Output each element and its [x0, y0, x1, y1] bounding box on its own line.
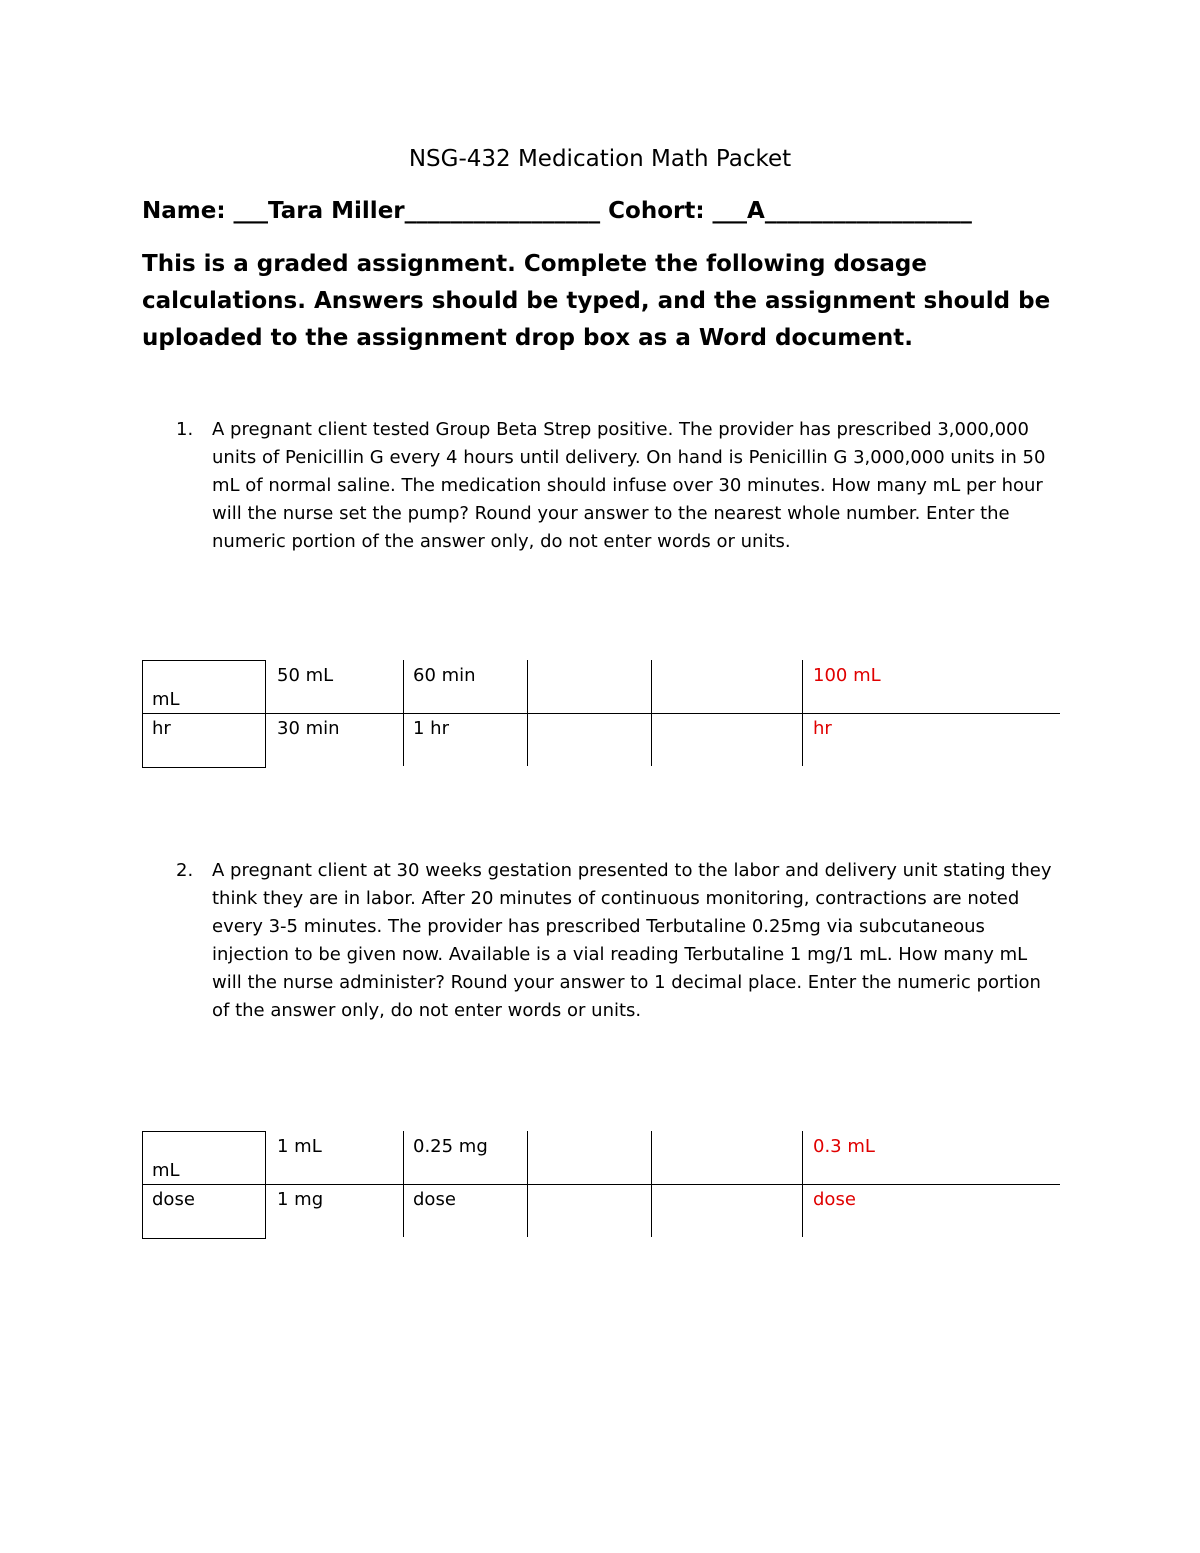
question-number: 1. [176, 419, 194, 440]
question-1 [142, 416, 1062, 556]
fraction-divider [142, 713, 1060, 714]
question-number: 2. [176, 860, 194, 881]
grid-column-divider [802, 660, 803, 766]
grid-cell-top-unit: mL [152, 689, 180, 710]
grid-cell-top-unit: mL [152, 1160, 180, 1181]
grid-column-divider [527, 1131, 528, 1237]
grid-cell-bottom: 1 hr [413, 718, 449, 739]
question-text: A pregnant client tested Group Beta Strep positive. The provider has prescribed 3,000,000 units of Penicillin G every 4 hours until delivery. On hand is Penicillin G 3,000,000 units in 50 mL of normal saline. The medication should infuse over 30 minutes. How many mL per hour will the nurse set the pump? Round your answer to the nearest whole number. Enter the numeric portion of the answer only, do not enter words or units. [212, 419, 1046, 552]
grid-column-divider [651, 660, 652, 766]
grid-cell-bottom: 1 mg [277, 1189, 324, 1210]
grid-answer-bottom: dose [813, 1189, 856, 1210]
grid-column-divider [527, 660, 528, 766]
grid-cell-bottom-unit: hr [152, 718, 171, 739]
question-text: A pregnant client at 30 weeks gestation presented to the labor and delivery unit stating they think they are in labor. After 20 minutes of continuous monitoring, contractions are noted every 3-5 minutes. The provider has prescribed Terbutaline 0.25mg via subcutaneous injection to be given now. Available is a vial reading Terbutaline 1 mg/1 mL. How many mL will the nurse administer? Round your answer to 1 decimal place. Enter the numeric portion of the answer only, do not enter words or units. [212, 860, 1052, 1021]
dimensional-analysis-grid-1 [142, 660, 1060, 768]
fraction-divider [142, 1184, 1060, 1185]
grid-cell-bottom-unit: dose [152, 1189, 195, 1210]
grid-column-divider [802, 1131, 803, 1237]
grid-cell-top: 0.25 mg [413, 1136, 488, 1157]
grid-cell-top: 50 mL [277, 665, 334, 686]
dimensional-analysis-grid-2 [142, 1131, 1060, 1239]
grid-cell-top: 1 mL [277, 1136, 322, 1157]
grid-cell-bottom: dose [413, 1189, 456, 1210]
grid-start-box [142, 660, 266, 768]
grid-column-divider [403, 660, 404, 766]
grid-cell-top: 60 min [413, 665, 476, 686]
grid-answer-bottom: hr [813, 718, 832, 739]
grid-cell-bottom: 30 min [277, 718, 340, 739]
grid-answer-top: 0.3 mL [813, 1136, 875, 1157]
grid-column-divider [403, 1131, 404, 1237]
name-cohort-line: Name: ___Tara Miller_________________ Cohort: ___A__________________ [142, 198, 972, 224]
grid-start-box [142, 1131, 266, 1239]
document-title: NSG-432 Medication Math Packet [408, 146, 792, 172]
assignment-instructions: This is a graded assignment. Complete the following dosage calculations. Answers should be typed, and the assignment should be uploaded to the assignment drop box as a Word document. [142, 251, 1051, 351]
grid-answer-top: 100 mL [813, 665, 881, 686]
question-2 [142, 857, 1062, 1025]
grid-column-divider [651, 1131, 652, 1237]
